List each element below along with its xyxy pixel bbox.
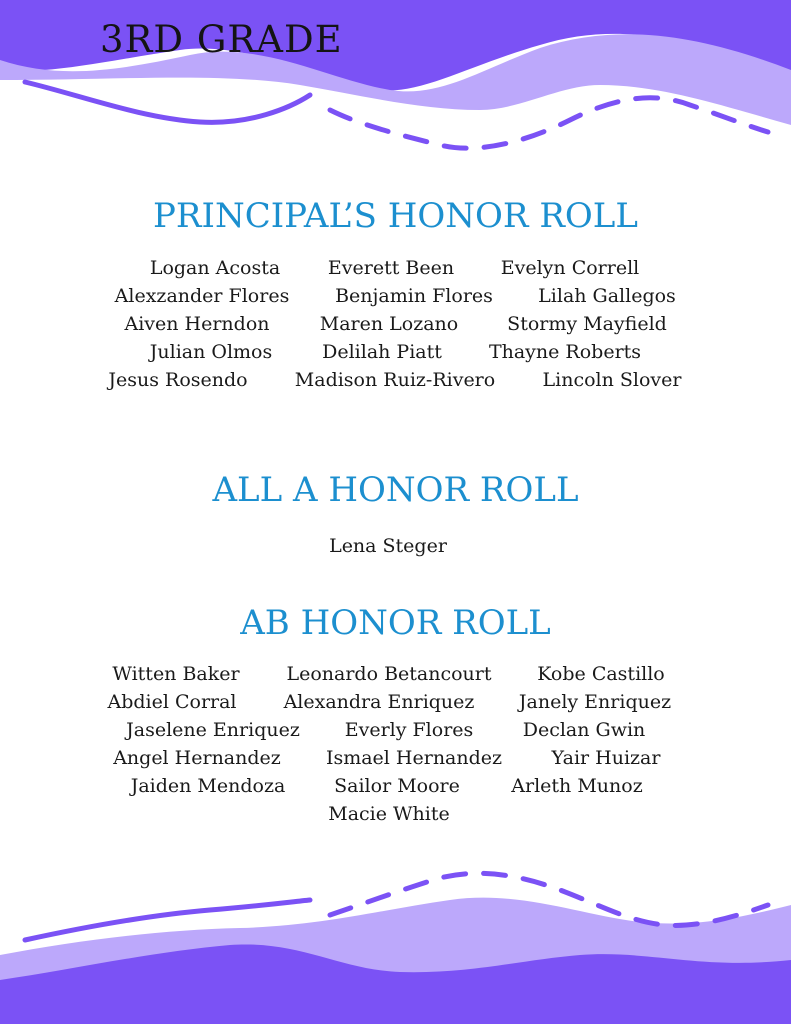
list-item: Jesus Rosendo xyxy=(108,369,248,391)
list-item: Everly Flores xyxy=(344,719,474,741)
list-item: Leonardo Betancourt xyxy=(286,663,492,685)
list-item: Everett Been xyxy=(327,257,455,279)
bottom-wave-decoration xyxy=(0,860,791,1024)
list-item: Jaiden Mendoza xyxy=(130,775,286,797)
list-item: Julian Olmos xyxy=(149,341,273,363)
list-item: Logan Acosta xyxy=(149,257,281,279)
list-item: Alexandra Enriquez xyxy=(283,691,475,713)
ab-honor-roll-heading: AB HONOR ROLL xyxy=(240,603,551,643)
list-item: Kobe Castillo xyxy=(537,663,665,685)
list-item: Yair Huizar xyxy=(551,747,661,769)
list-item: Arleth Munoz xyxy=(511,775,643,797)
list-item: Alexzander Flores xyxy=(114,285,290,307)
list-item: Janely Enriquez xyxy=(518,691,672,713)
list-item: Lilah Gallegos xyxy=(538,285,676,307)
list-item: Witten Baker xyxy=(112,663,240,685)
list-item: Aiven Herndon xyxy=(124,313,270,335)
list-item: Abdiel Corral xyxy=(107,691,237,713)
list-item: Benjamin Flores xyxy=(335,285,493,307)
list-item: Sailor Moore xyxy=(334,775,460,797)
list-item: Lincoln Slover xyxy=(542,369,682,391)
list-item: Ismael Hernandez xyxy=(325,747,503,769)
all-a-honor-roll-heading: ALL A HONOR ROLL xyxy=(212,470,579,510)
list-item: Thayne Roberts xyxy=(488,341,642,363)
list-item: Maren Lozano xyxy=(319,313,459,335)
list-item: Evelyn Correll xyxy=(500,257,640,279)
list-item: Stormy Mayfield xyxy=(507,313,667,335)
list-item: Macie White xyxy=(328,803,450,825)
list-item: Madison Ruiz-Rivero xyxy=(294,369,496,391)
list-item: Declan Gwin xyxy=(522,719,646,741)
list-item: Angel Hernandez xyxy=(113,747,281,769)
list-item: Lena Steger xyxy=(329,535,447,557)
principals-honor-roll-heading: PRINCIPAL’S HONOR ROLL xyxy=(153,196,638,236)
list-item: Delilah Piatt xyxy=(322,341,442,363)
list-item: Jaselene Enriquez xyxy=(126,719,300,741)
page-title: 3RD GRADE xyxy=(100,18,343,61)
